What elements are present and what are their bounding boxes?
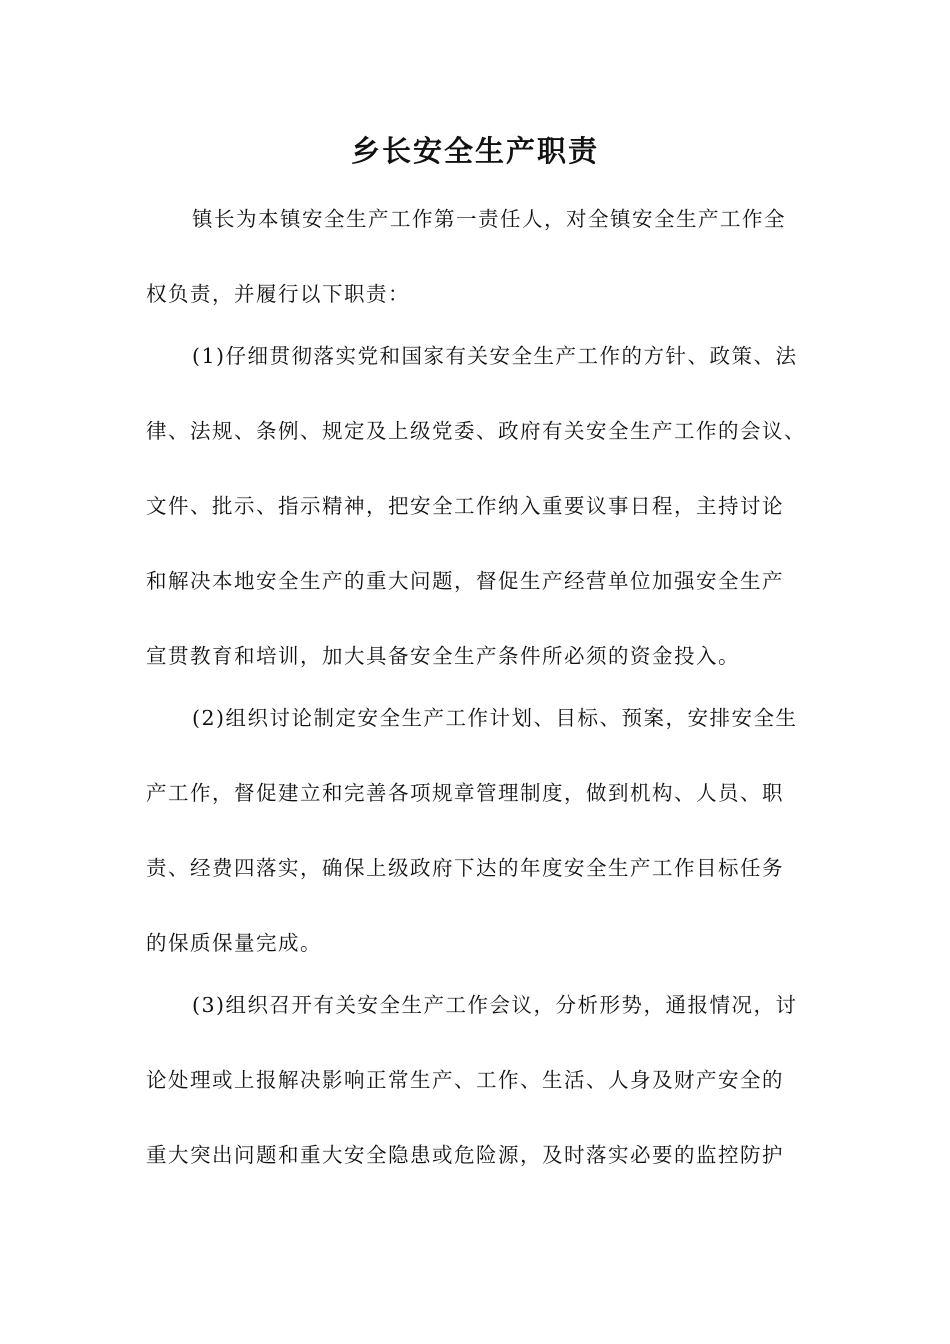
paragraph-line: 重大突出问题和重大安全隐患或危险源，及时落实必要的监控防护	[146, 1143, 784, 1167]
paragraph-line: 律、法规、条例、规定及上级党委、政府有关安全生产工作的会议、	[146, 419, 806, 443]
paragraph-line: 宣贯教育和培训，加大具备安全生产条件所必须的资金投入。	[146, 644, 740, 668]
paragraph-line: 文件、批示、指示精神，把安全工作纳入重要议事日程，主持讨论	[146, 494, 784, 518]
paragraph-line: 论处理或上报解决影响正常生产、工作、生活、人身及财产安全的	[146, 1068, 784, 1092]
paragraph-line: 的保质保量完成。	[146, 931, 322, 955]
paragraph-line: 和解决本地安全生产的重大问题，督促生产经营单位加强安全生产	[146, 569, 784, 593]
paragraph-line: 产工作，督促建立和完善各项规章管理制度，做到机构、人员、职	[146, 781, 784, 805]
paragraph-line: (2)组织讨论制定安全生产工作计划、目标、预案，安排安全生	[192, 706, 798, 730]
paragraph-line: 权负责，并履行以下职责：	[146, 282, 410, 306]
paragraph-line: 责、经费四落实，确保上级政府下达的年度安全生产工作目标任务	[146, 856, 784, 880]
document-title: 乡长安全生产职责	[350, 134, 599, 168]
paragraph-line: 镇长为本镇安全生产工作第一责任人，对全镇安全生产工作全	[192, 207, 786, 231]
paragraph-line: (3)组织召开有关安全生产工作会议，分析形势，通报情况，讨	[192, 993, 798, 1017]
paragraph-line: (1)仔细贯彻落实党和国家有关安全生产工作的方针、政策、法	[192, 344, 798, 368]
